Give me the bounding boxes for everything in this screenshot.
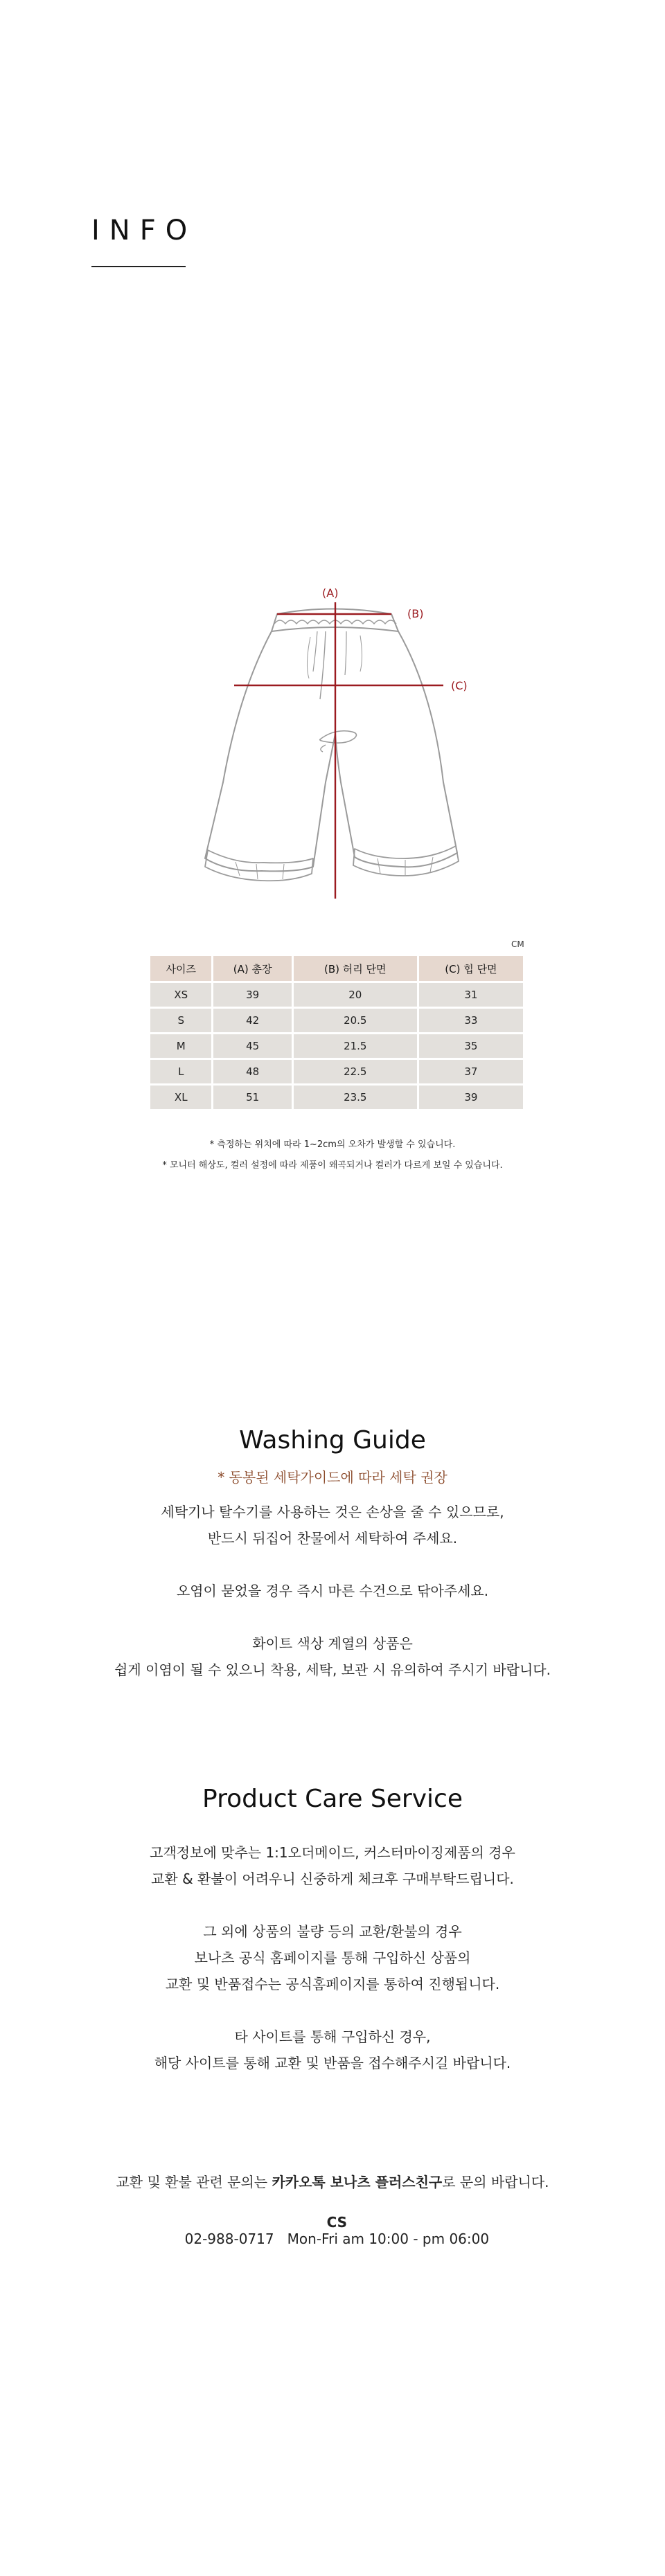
cs-line: [0, 2197, 665, 2247]
info-underline: [91, 266, 186, 267]
measurement-note: * 측정하는 위치에 따라 1~2cm의 오차가 발생할 수 있습니다.: [209, 1140, 456, 1150]
washing-line: 세탁기나 탈수기를 사용하는 것은 손상을 줄 수 있으므로,: [161, 1504, 504, 1520]
contact-suffix: 로 문의 바랍니다.: [442, 2174, 549, 2190]
washing-line: 오염이 묻었을 경우 즉시 마른 수건으로 닦아주세요.: [176, 1583, 489, 1599]
header-waist: (B) 허리 단면: [294, 956, 417, 981]
washing-line: 화이트 색상 계열의 상품은: [252, 1635, 413, 1652]
table-cell: 37: [419, 1060, 523, 1083]
table-cell: S: [150, 1009, 211, 1032]
table-row: [150, 983, 523, 1007]
care-line: 그 외에 상품의 불량 등의 교환/환불의 경우: [203, 1923, 462, 1940]
left-leg-outline: [205, 631, 335, 871]
table-cell: 42: [213, 1009, 291, 1032]
table-cell: 48: [213, 1060, 291, 1083]
header-length: (A) 총장: [213, 956, 291, 981]
info-title: INFO: [91, 215, 197, 246]
table-cell: 39: [419, 1086, 523, 1109]
unit-label: CM: [511, 939, 524, 949]
care-line: 해당 사이트를 통해 교환 및 반품을 접수해주시길 바랍니다.: [154, 2055, 511, 2071]
table-cell: 33: [419, 1009, 523, 1032]
washing-guide-subtitle: * 동봉된 세탁가이드에 따라 세탁 권장: [218, 1469, 447, 1486]
cs-info: 02-988-0717 Mon-Fri am 10:00 - pm 06:00: [184, 2231, 490, 2247]
label-b: (B): [407, 607, 424, 620]
care-line: 보나츠 공식 홈페이지를 통해 구입하신 상품의: [194, 1949, 471, 1966]
size-table-header-row: [150, 956, 523, 981]
table-cell: 51: [213, 1086, 291, 1109]
washing-line: 쉽게 이염이 될 수 있으니 착용, 세탁, 보관 시 유의하여 주시기 바랍니다.: [114, 1661, 551, 1678]
table-cell: M: [150, 1034, 211, 1058]
monitor-note: * 모니터 해상도, 컬러 설정에 따라 제품이 왜곡되거나 컬러가 다르게 보일 수 있습니다.: [162, 1160, 503, 1171]
label-a: (A): [322, 586, 339, 600]
pants-measurement-diagram: [0, 554, 665, 928]
contact-line: [0, 2171, 665, 2191]
table-row: [150, 1034, 523, 1058]
contact-prefix: 교환 및 환불 관련 문의는: [116, 2174, 272, 2190]
product-care-title: Product Care Service: [202, 1785, 463, 1813]
kakao-channel-name: 카카오톡 보나츠 플러스친구: [272, 2174, 443, 2190]
size-table: [148, 954, 525, 1111]
table-cell: 39: [213, 983, 291, 1007]
care-line: 고객정보에 맞추는 1:1오더메이드, 커스터마이징제품의 경우: [150, 1844, 515, 1861]
cs-label: CS: [326, 2214, 348, 2231]
table-cell: 31: [419, 983, 523, 1007]
header-hip: (C) 힙 단면: [419, 956, 523, 981]
table-cell: 22.5: [294, 1060, 417, 1083]
care-line: 타 사이트를 통해 구입하신 경우,: [234, 2028, 431, 2045]
right-leg-outline: [335, 631, 457, 867]
table-cell: 20.5: [294, 1009, 417, 1032]
table-cell: 35: [419, 1034, 523, 1058]
table-cell: 45: [213, 1034, 291, 1058]
table-cell: 23.5: [294, 1086, 417, 1109]
label-c: (C): [451, 679, 468, 692]
care-line: 교환 및 반품접수는 공식홈페이지를 통하여 진행됩니다.: [165, 1976, 500, 1992]
table-row: [150, 1060, 523, 1083]
table-cell: 20: [294, 983, 417, 1007]
table-cell: 21.5: [294, 1034, 417, 1058]
table-row: [150, 1009, 523, 1032]
washing-line: 반드시 뒤집어 찬물에서 세탁하여 주세요.: [207, 1530, 458, 1547]
table-row: [150, 1086, 523, 1109]
table-cell: XL: [150, 1086, 211, 1109]
washing-guide-title: Washing Guide: [239, 1426, 426, 1454]
table-cell: L: [150, 1060, 211, 1083]
care-line: 교환 & 환불이 어려우니 신중하게 체크후 구매부탁드립니다.: [151, 1871, 514, 1887]
table-cell: XS: [150, 983, 211, 1007]
header-size: 사이즈: [150, 956, 211, 981]
